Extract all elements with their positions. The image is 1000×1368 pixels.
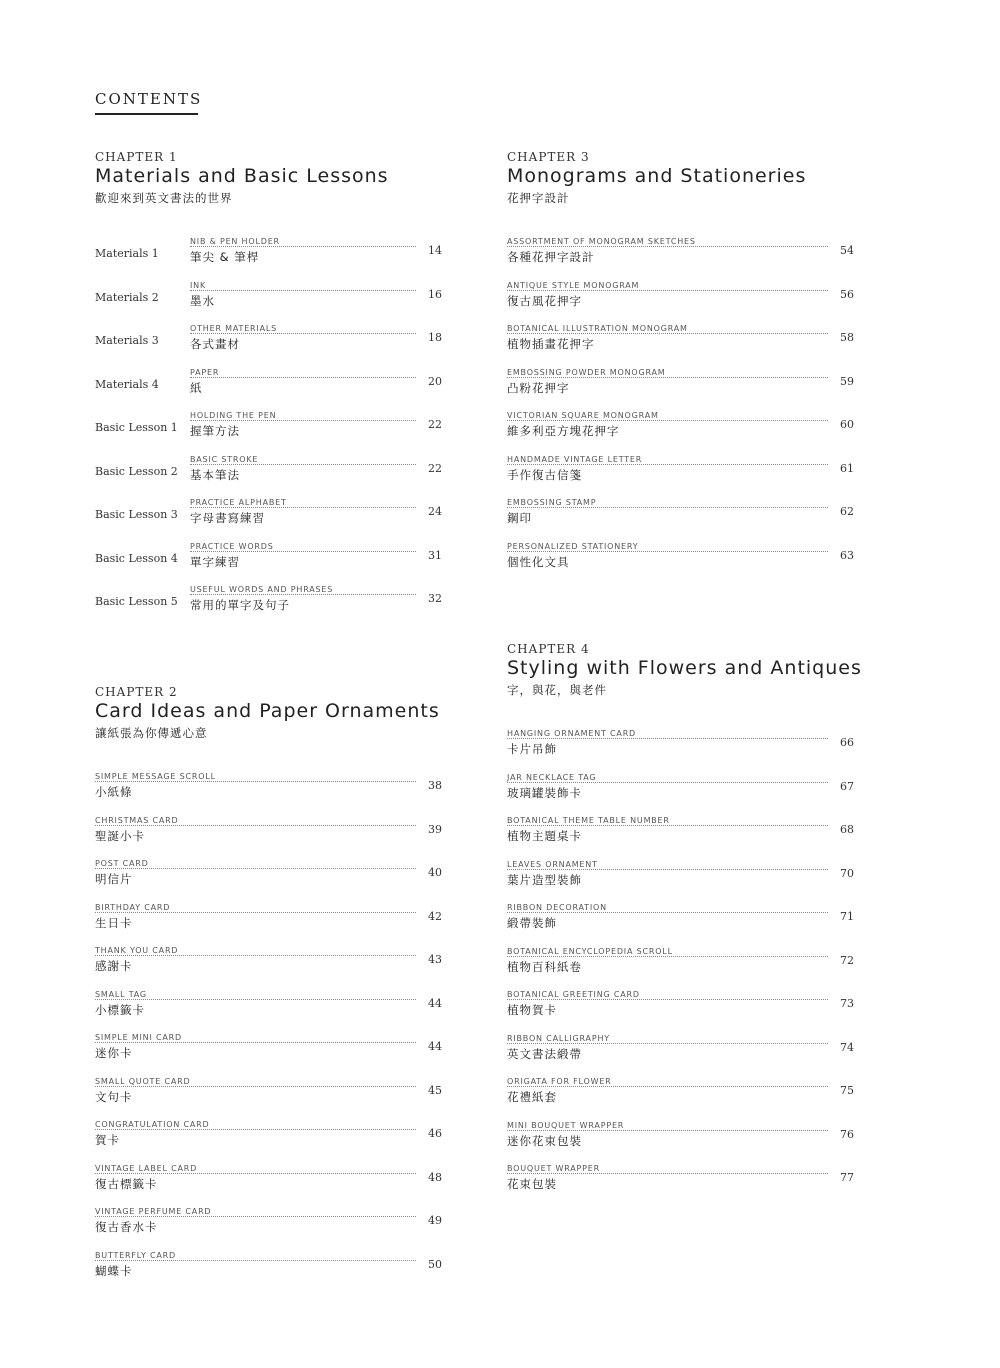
dot-leader <box>507 825 828 826</box>
toc-entry-leaves-ornament[interactable] <box>507 860 854 890</box>
entry-chinese-title: 花禮紙套 <box>507 1090 557 1104</box>
toc-entry-small-quote-card[interactable] <box>95 1077 442 1107</box>
dot-leader <box>190 290 416 291</box>
entry-chinese-title: 復古香水卡 <box>95 1220 158 1234</box>
chapter-4-heading <box>507 642 862 702</box>
entry-chinese-title: 植物主題桌卡 <box>507 829 582 843</box>
toc-entry-botanical-illustration-monogram[interactable] <box>507 324 854 354</box>
entry-chinese-title: 蝴蝶卡 <box>95 1263 133 1278</box>
dot-leader <box>507 869 828 870</box>
dot-leader <box>507 333 828 334</box>
entry-page-number: 32 <box>428 592 442 605</box>
entry-english-title: VINTAGE LABEL CARD <box>95 1164 201 1173</box>
entry-english-title: BOTANICAL THEME TABLE NUMBER <box>507 816 674 825</box>
entry-chinese-title: 復古風花押字 <box>507 293 582 308</box>
entry-section-label: Basic Lesson 3 <box>95 508 178 521</box>
entry-page-number: 75 <box>840 1084 854 1097</box>
entry-page-number: 45 <box>428 1083 442 1097</box>
entry-page-number: 50 <box>428 1257 442 1271</box>
entry-chinese-title: 植物賀卡 <box>507 1003 557 1017</box>
entry-page-number: 66 <box>840 736 854 749</box>
dot-leader <box>507 782 828 783</box>
dot-leader <box>507 551 828 552</box>
dot-leader <box>190 594 416 595</box>
entry-english-title: OTHER MATERIALS <box>190 324 281 333</box>
entry-chinese-title: 凸粉花押字 <box>507 380 570 395</box>
dot-leader <box>95 1216 416 1217</box>
chapter-title: Materials and Basic Lessons <box>95 165 389 187</box>
dot-leader <box>95 1086 416 1087</box>
entry-english-title: HANDMADE VINTAGE LETTER <box>507 455 646 464</box>
toc-entry-practice-words[interactable] <box>95 542 442 572</box>
entry-chinese-title: 墨水 <box>190 293 215 308</box>
entry-chinese-title: 賀卡 <box>95 1133 120 1147</box>
entry-section-label: Materials 1 <box>95 247 159 260</box>
entry-page-number: 22 <box>428 461 442 475</box>
entry-page-number: 63 <box>840 548 854 562</box>
chapter-label: CHAPTER 2 <box>95 685 178 699</box>
entry-page-number: 42 <box>428 909 442 923</box>
dot-leader <box>95 1173 416 1174</box>
toc-entry-vintage-perfume-card[interactable] <box>95 1207 442 1237</box>
toc-entry-other-materials[interactable] <box>95 324 442 354</box>
entry-english-title: EMBOSSING STAMP <box>507 498 600 507</box>
entry-page-number: 60 <box>840 418 854 431</box>
entry-english-title: THANK YOU CARD <box>95 946 182 955</box>
entry-section-label: Basic Lesson 5 <box>95 595 178 608</box>
entry-page-number: 59 <box>840 374 854 388</box>
dot-leader <box>507 956 828 957</box>
entry-section-label: Basic Lesson 2 <box>95 464 178 478</box>
entry-page-number: 14 <box>428 244 442 257</box>
entry-page-number: 18 <box>428 331 442 344</box>
entry-english-title: BOTANICAL GREETING CARD <box>507 990 644 999</box>
entry-english-title: EMBOSSING POWDER MONOGRAM <box>507 368 669 377</box>
entry-chinese-title: 紙 <box>190 380 203 395</box>
entry-english-title: HOLDING THE PEN <box>190 411 280 420</box>
entry-english-title: PERSONALIZED STATIONERY <box>507 542 642 551</box>
dot-leader <box>507 999 828 1000</box>
toc-entry-hanging-ornament-card[interactable] <box>507 729 854 759</box>
chapter-label: CHAPTER 4 <box>507 642 590 656</box>
toc-entry-useful-words-and-phrases[interactable] <box>95 585 442 615</box>
toc-entry-botanical-encyclopedia-scroll[interactable] <box>507 947 854 977</box>
entry-english-title: PAPER <box>190 368 223 377</box>
dot-leader <box>190 377 416 378</box>
entry-english-title: NIB & PEN HOLDER <box>190 237 284 246</box>
toc-entry-christmas-card[interactable] <box>95 816 442 846</box>
entry-chinese-title: 單字練習 <box>190 554 240 569</box>
toc-entry-jar-necklace-tag[interactable] <box>507 773 854 803</box>
entry-page-number: 72 <box>840 953 854 967</box>
entry-english-title: MINI BOUQUET WRAPPER <box>507 1121 628 1130</box>
dot-leader <box>190 333 416 334</box>
entry-english-title: VINTAGE PERFUME CARD <box>95 1207 215 1216</box>
toc-entry-bouquet-wrapper[interactable] <box>507 1164 854 1194</box>
entry-chinese-title: 葉片造型裝飾 <box>507 872 582 887</box>
toc-entry-embossing-stamp[interactable] <box>507 498 854 528</box>
entry-page-number: 77 <box>840 1171 854 1184</box>
dot-leader <box>507 420 828 421</box>
entry-chinese-title: 小標籤卡 <box>95 1002 145 1017</box>
entry-english-title: SIMPLE MESSAGE SCROLL <box>95 772 220 781</box>
entry-chinese-title: 筆尖 & 筆桿 <box>190 250 260 264</box>
toc-entry-birthday-card[interactable] <box>95 903 442 933</box>
chapter-title: Styling with Flowers and Antiques <box>507 657 862 679</box>
dot-leader <box>190 507 416 508</box>
entry-chinese-title: 復古標籤卡 <box>95 1176 158 1191</box>
toc-entry-origata-for-flower[interactable] <box>507 1077 854 1107</box>
toc-entry-simple-mini-card[interactable] <box>95 1033 442 1063</box>
dot-leader <box>507 1130 828 1131</box>
toc-entry-assortment-of-monogram-sketches[interactable] <box>507 237 854 267</box>
entry-english-title: SMALL TAG <box>95 990 151 999</box>
toc-entry-ribbon-calligraphy[interactable] <box>507 1034 854 1064</box>
entry-chinese-title: 文句卡 <box>95 1089 133 1104</box>
entry-page-number: 22 <box>428 418 442 431</box>
entry-chinese-title: 明信片 <box>95 872 133 886</box>
entry-english-title: PRACTICE ALPHABET <box>190 498 291 507</box>
dot-leader <box>507 1173 828 1174</box>
entry-page-number: 48 <box>428 1170 442 1184</box>
entry-english-title: POST CARD <box>95 859 153 868</box>
toc-entry-simple-message-scroll[interactable] <box>95 772 442 802</box>
toc-entry-handmade-vintage-letter[interactable] <box>507 455 854 485</box>
toc-entry-botanical-greeting-card[interactable] <box>507 990 854 1020</box>
entry-english-title: SIMPLE MINI CARD <box>95 1033 186 1042</box>
entry-chinese-title: 維多利亞方塊花押字 <box>507 424 620 438</box>
toc-entry-nib-pen-holder[interactable] <box>95 237 442 267</box>
chapter-title: Card Ideas and Paper Ornaments <box>95 700 440 722</box>
toc-entry-ribbon-decoration[interactable] <box>507 903 854 933</box>
entry-english-title: RIBBON DECORATION <box>507 903 611 912</box>
entry-english-title: BOTANICAL ENCYCLOPEDIA SCROLL <box>507 947 677 956</box>
toc-entry-victorian-square-monogram[interactable] <box>507 411 854 441</box>
entry-chinese-title: 植物插畫花押字 <box>507 337 595 351</box>
chapter-label: CHAPTER 1 <box>95 150 178 164</box>
entry-english-title: HANGING ORNAMENT CARD <box>507 729 640 738</box>
entry-english-title: INK <box>190 281 210 290</box>
dot-leader <box>507 738 828 739</box>
entry-english-title: BOTANICAL ILLUSTRATION MONOGRAM <box>507 324 692 333</box>
entry-english-title: CHRISTMAS CARD <box>95 816 182 825</box>
entry-chinese-title: 各式畫材 <box>190 337 240 351</box>
toc-entry-paper[interactable] <box>95 368 442 398</box>
entry-page-number: 71 <box>840 910 854 923</box>
contents-title: CONTENTS <box>95 90 203 108</box>
entry-section-label: Basic Lesson 1 <box>95 421 178 434</box>
chapter-subtitle: 歡迎來到英文書法的世界 <box>95 191 233 205</box>
entry-page-number: 20 <box>428 374 442 388</box>
dot-leader <box>507 912 828 913</box>
entry-english-title: PRACTICE WORDS <box>190 542 278 551</box>
entry-section-label: Basic Lesson 4 <box>95 551 178 565</box>
entry-english-title: USEFUL WORDS AND PHRASES <box>190 585 337 594</box>
toc-entry-congratulation-card[interactable] <box>95 1120 442 1150</box>
entry-english-title: BUTTERFLY CARD <box>95 1251 180 1260</box>
entry-page-number: 39 <box>428 822 442 836</box>
entry-english-title: BASIC STROKE <box>190 455 262 464</box>
entry-page-number: 54 <box>840 244 854 257</box>
entry-chinese-title: 花束包裝 <box>507 1177 557 1191</box>
entry-page-number: 31 <box>428 548 442 562</box>
dot-leader <box>190 420 416 421</box>
dot-leader <box>507 377 828 378</box>
dot-leader <box>95 868 416 869</box>
entry-chinese-title: 鋼印 <box>507 511 532 525</box>
dot-leader <box>95 825 416 826</box>
dot-leader <box>95 781 416 782</box>
entry-chinese-title: 各種花押字設計 <box>507 250 595 264</box>
chapter-title: Monograms and Stationeries <box>507 165 807 187</box>
entry-english-title: ORIGATA FOR FLOWER <box>507 1077 616 1086</box>
entry-chinese-title: 聖誕小卡 <box>95 828 145 843</box>
entry-page-number: 76 <box>840 1127 854 1141</box>
dot-leader <box>95 1129 416 1130</box>
entry-page-number: 44 <box>428 996 442 1010</box>
entry-chinese-title: 感謝卡 <box>95 959 133 973</box>
entry-page-number: 67 <box>840 779 854 793</box>
toc-entry-ink[interactable] <box>95 281 442 311</box>
dot-leader <box>507 290 828 291</box>
entry-page-number: 70 <box>840 866 854 880</box>
dot-leader <box>95 999 416 1000</box>
toc-entry-embossing-powder-monogram[interactable] <box>507 368 854 398</box>
toc-entry-vintage-label-card[interactable] <box>95 1164 442 1194</box>
entry-chinese-title: 卡片吊飾 <box>507 742 557 756</box>
entry-page-number: 46 <box>428 1127 442 1140</box>
entry-english-title: ANTIQUE STYLE MONOGRAM <box>507 281 643 290</box>
contents-underline <box>95 113 198 115</box>
entry-page-number: 73 <box>840 997 854 1010</box>
entry-english-title: LEAVES ORNAMENT <box>507 860 602 869</box>
entry-chinese-title: 植物百科紙卷 <box>507 959 582 974</box>
dot-leader <box>95 955 416 956</box>
chapter-subtitle: 讓紙張為你傳遞心意 <box>95 726 208 740</box>
entry-chinese-title: 小紙條 <box>95 785 133 799</box>
entry-english-title: BIRTHDAY CARD <box>95 903 174 912</box>
chapter-1-heading <box>95 150 442 210</box>
chapter-subtitle: 花押字設計 <box>507 191 570 205</box>
dot-leader <box>507 1043 828 1044</box>
entry-page-number: 44 <box>428 1040 442 1053</box>
toc-entry-small-tag[interactable] <box>95 990 442 1020</box>
toc-entry-personalized-stationery[interactable] <box>507 542 854 572</box>
chapter-label: CHAPTER 3 <box>507 150 590 164</box>
entry-page-number: 68 <box>840 823 854 836</box>
entry-page-number: 49 <box>428 1214 442 1227</box>
chapter-subtitle: 字，與花，與老件 <box>507 683 607 697</box>
dot-leader <box>507 464 828 465</box>
toc-entry-holding-the-pen[interactable] <box>95 411 442 441</box>
dot-leader <box>95 1042 416 1043</box>
dot-leader <box>507 246 828 247</box>
entry-chinese-title: 玻璃罐裝飾卡 <box>507 785 582 800</box>
entry-english-title: RIBBON CALLIGRAPHY <box>507 1034 614 1043</box>
toc-entry-post-card[interactable] <box>95 859 442 889</box>
dot-leader <box>507 1086 828 1087</box>
dot-leader <box>95 1260 416 1261</box>
entry-page-number: 24 <box>428 505 442 518</box>
entry-chinese-title: 個性化文具 <box>507 554 570 569</box>
entry-english-title: CONGRATULATION CARD <box>95 1120 213 1129</box>
dot-leader <box>190 246 416 247</box>
entry-page-number: 40 <box>428 866 442 879</box>
toc-entry-antique-style-monogram[interactable] <box>507 281 854 311</box>
toc-entry-thank-you-card[interactable] <box>95 946 442 976</box>
chapter-2-heading <box>95 685 442 745</box>
entry-english-title: JAR NECKLACE TAG <box>507 773 600 782</box>
entry-english-title: ASSORTMENT OF MONOGRAM SKETCHES <box>507 237 700 246</box>
entry-english-title: BOUQUET WRAPPER <box>507 1164 604 1173</box>
entry-page-number: 43 <box>428 953 442 966</box>
dot-leader <box>190 464 416 465</box>
entry-chinese-title: 基本筆法 <box>190 467 240 482</box>
entry-chinese-title: 緞帶裝飾 <box>507 916 557 930</box>
entry-english-title: SMALL QUOTE CARD <box>95 1077 194 1086</box>
entry-chinese-title: 手作復古信箋 <box>507 467 582 482</box>
entry-english-title: VICTORIAN SQUARE MONOGRAM <box>507 411 663 420</box>
dot-leader <box>95 912 416 913</box>
dot-leader <box>507 507 828 508</box>
entry-chinese-title: 迷你花束包裝 <box>507 1133 582 1148</box>
toc-entry-basic-stroke[interactable] <box>95 455 442 485</box>
entry-page-number: 16 <box>428 287 442 301</box>
entry-section-label: Materials 2 <box>95 290 159 304</box>
entry-page-number: 62 <box>840 505 854 518</box>
entry-chinese-title: 生日卡 <box>95 915 133 930</box>
toc-entry-butterfly-card[interactable] <box>95 1251 442 1281</box>
entry-page-number: 58 <box>840 331 854 344</box>
chapter-3-heading <box>507 150 854 210</box>
toc-entry-practice-alphabet[interactable] <box>95 498 442 528</box>
entry-chinese-title: 握筆方法 <box>190 424 240 438</box>
entry-chinese-title: 常用的單字及句子 <box>190 598 290 612</box>
entry-page-number: 74 <box>840 1040 854 1054</box>
toc-entry-botanical-theme-table-number[interactable] <box>507 816 854 846</box>
entry-chinese-title: 迷你卡 <box>95 1046 133 1060</box>
toc-entry-mini-bouquet-wrapper[interactable] <box>507 1121 854 1151</box>
dot-leader <box>190 551 416 552</box>
entry-chinese-title: 字母書寫練習 <box>190 511 265 525</box>
entry-chinese-title: 英文書法緞帶 <box>507 1046 582 1061</box>
entry-page-number: 56 <box>840 287 854 301</box>
entry-page-number: 38 <box>428 779 442 792</box>
entry-section-label: Materials 3 <box>95 334 159 347</box>
entry-section-label: Materials 4 <box>95 377 159 391</box>
entry-page-number: 61 <box>840 461 854 475</box>
